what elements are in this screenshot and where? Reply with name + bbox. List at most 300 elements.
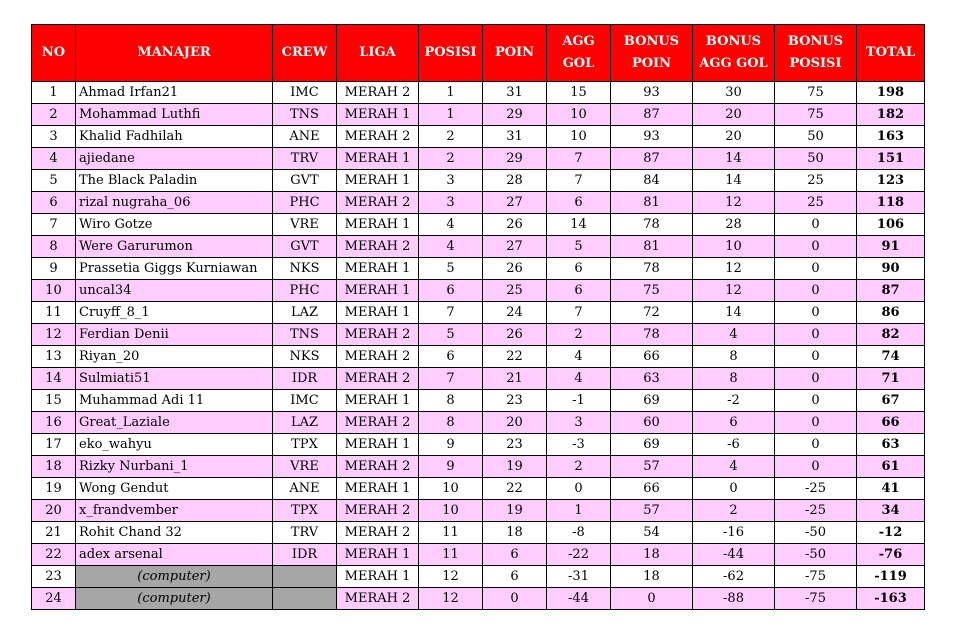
cell-liga: MERAH 1 [337,390,419,412]
cell-bonus-poin: 87 [611,148,693,170]
cell-agg-gol: -22 [547,544,611,566]
cell-posisi: 12 [419,566,483,588]
cell-posisi: 2 [419,126,483,148]
cell-total: 66 [857,412,925,434]
cell-total: 198 [857,82,925,104]
cell-bonus-posisi: 50 [775,126,857,148]
cell-bonus-agg-gol: 14 [693,170,775,192]
cell-poin: 6 [483,544,547,566]
cell-bonus-agg-gol: 6 [693,412,775,434]
cell-posisi: 1 [419,104,483,126]
cell-bonus-posisi: -75 [775,566,857,588]
cell-total: 87 [857,280,925,302]
cell-no: 12 [32,324,76,346]
cell-bonus-posisi: 0 [775,390,857,412]
cell-bonus-agg-gol: 20 [693,126,775,148]
cell-crew: TRV [273,522,337,544]
cell-liga: MERAH 2 [337,324,419,346]
cell-manajer: uncal34 [76,280,273,302]
cell-agg-gol: 2 [547,456,611,478]
cell-liga: MERAH 2 [337,346,419,368]
cell-bonus-posisi: -75 [775,588,857,610]
cell-manajer: Prassetia Giggs Kurniawan [76,258,273,280]
cell-posisi: 1 [419,82,483,104]
cell-bonus-poin: 18 [611,544,693,566]
cell-liga: MERAH 1 [337,566,419,588]
cell-posisi: 8 [419,412,483,434]
cell-bonus-agg-gol: -6 [693,434,775,456]
cell-no: 21 [32,522,76,544]
cell-posisi: 9 [419,434,483,456]
cell-no: 20 [32,500,76,522]
cell-poin: 31 [483,126,547,148]
cell-poin: 19 [483,500,547,522]
cell-bonus-agg-gol: 10 [693,236,775,258]
cell-no: 14 [32,368,76,390]
cell-posisi: 7 [419,302,483,324]
cell-no: 7 [32,214,76,236]
cell-crew: PHC [273,280,337,302]
table-row [32,588,925,610]
cell-no: 19 [32,478,76,500]
cell-poin: 23 [483,390,547,412]
cell-liga: MERAH 1 [337,302,419,324]
cell-agg-gol: 3 [547,412,611,434]
cell-bonus-poin: 18 [611,566,693,588]
cell-agg-gol: 6 [547,192,611,214]
cell-manajer: (computer) [76,588,273,610]
cell-bonus-agg-gol: 14 [693,302,775,324]
cell-agg-gol: 4 [547,368,611,390]
cell-bonus-poin: 78 [611,258,693,280]
cell-no: 24 [32,588,76,610]
cell-poin: 26 [483,214,547,236]
cell-crew: IMC [273,82,337,104]
cell-agg-gol: -3 [547,434,611,456]
cell-liga: MERAH 1 [337,214,419,236]
cell-poin: 29 [483,148,547,170]
cell-manajer: x_frandvember [76,500,273,522]
cell-no: 17 [32,434,76,456]
cell-bonus-poin: 57 [611,500,693,522]
cell-crew [273,588,337,610]
cell-liga: MERAH 1 [337,434,419,456]
table-row [32,390,925,412]
cell-posisi: 8 [419,390,483,412]
cell-crew: PHC [273,192,337,214]
table-row [32,566,925,588]
cell-bonus-poin: 93 [611,126,693,148]
standings-table [31,24,925,610]
cell-bonus-poin: 66 [611,346,693,368]
cell-liga: MERAH 2 [337,522,419,544]
cell-bonus-poin: 63 [611,368,693,390]
cell-bonus-poin: 81 [611,192,693,214]
cell-bonus-agg-gol: 28 [693,214,775,236]
cell-crew: GVT [273,170,337,192]
cell-bonus-poin: 93 [611,82,693,104]
table-row [32,500,925,522]
cell-posisi: 4 [419,236,483,258]
cell-manajer: Cruyff_8_1 [76,302,273,324]
header-posisi: POSISI [419,25,483,82]
cell-agg-gol: 6 [547,258,611,280]
cell-crew [273,566,337,588]
cell-liga: MERAH 1 [337,170,419,192]
cell-agg-gol: 7 [547,170,611,192]
cell-agg-gol: 5 [547,236,611,258]
cell-crew: TPX [273,434,337,456]
cell-poin: 18 [483,522,547,544]
cell-bonus-posisi: 0 [775,280,857,302]
cell-crew: TRV [273,148,337,170]
cell-manajer: Ahmad Irfan21 [76,82,273,104]
cell-liga: MERAH 2 [337,82,419,104]
cell-bonus-agg-gol: 12 [693,192,775,214]
cell-posisi: 10 [419,478,483,500]
header-total: TOTAL [857,25,925,82]
cell-agg-gol: 1 [547,500,611,522]
table-row [32,126,925,148]
cell-bonus-posisi: -50 [775,522,857,544]
table-row [32,478,925,500]
cell-crew: VRE [273,456,337,478]
cell-poin: 26 [483,258,547,280]
cell-total: 61 [857,456,925,478]
cell-total: 63 [857,434,925,456]
cell-total: 34 [857,500,925,522]
cell-poin: 20 [483,412,547,434]
cell-bonus-posisi: 0 [775,346,857,368]
cell-crew: VRE [273,214,337,236]
cell-bonus-posisi: 25 [775,192,857,214]
cell-liga: MERAH 1 [337,544,419,566]
cell-agg-gol: 4 [547,346,611,368]
table-row [32,324,925,346]
cell-bonus-agg-gol: 12 [693,258,775,280]
cell-bonus-posisi: 0 [775,368,857,390]
cell-total: 123 [857,170,925,192]
cell-crew: TPX [273,500,337,522]
cell-bonus-poin: 57 [611,456,693,478]
table-row [32,236,925,258]
cell-bonus-agg-gol: 4 [693,456,775,478]
cell-bonus-poin: 0 [611,588,693,610]
cell-total: 118 [857,192,925,214]
cell-manajer: ajiedane [76,148,273,170]
cell-posisi: 11 [419,544,483,566]
cell-crew: TNS [273,324,337,346]
cell-total: -163 [857,588,925,610]
cell-bonus-agg-gol: -88 [693,588,775,610]
cell-crew: IDR [273,368,337,390]
cell-crew: NKS [273,258,337,280]
header-crew: CREW [273,25,337,82]
cell-bonus-poin: 69 [611,390,693,412]
table-row [32,148,925,170]
header-manajer: MANAJER [76,25,273,82]
cell-bonus-posisi: 25 [775,170,857,192]
cell-no: 8 [32,236,76,258]
cell-liga: MERAH 1 [337,148,419,170]
cell-bonus-poin: 81 [611,236,693,258]
cell-crew: ANE [273,126,337,148]
table-row [32,214,925,236]
cell-bonus-posisi: 0 [775,258,857,280]
table-row [32,434,925,456]
cell-agg-gol: 14 [547,214,611,236]
cell-manajer: Wiro Gotze [76,214,273,236]
cell-bonus-posisi: 0 [775,434,857,456]
cell-no: 2 [32,104,76,126]
cell-bonus-posisi: 50 [775,148,857,170]
cell-agg-gol: 6 [547,280,611,302]
cell-bonus-posisi: 0 [775,214,857,236]
cell-bonus-poin: 78 [611,214,693,236]
header-bonus-agg-gol: BONUS AGG GOL [693,25,775,82]
cell-liga: MERAH 1 [337,258,419,280]
cell-total: 67 [857,390,925,412]
cell-poin: 24 [483,302,547,324]
header-row [32,25,925,82]
cell-liga: MERAH 2 [337,456,419,478]
cell-posisi: 10 [419,500,483,522]
cell-no: 6 [32,192,76,214]
cell-bonus-poin: 84 [611,170,693,192]
cell-posisi: 3 [419,170,483,192]
table-row [32,302,925,324]
table-row [32,280,925,302]
cell-poin: 22 [483,346,547,368]
cell-liga: MERAH 2 [337,368,419,390]
table-row [32,82,925,104]
cell-bonus-agg-gol: 8 [693,346,775,368]
cell-no: 15 [32,390,76,412]
cell-bonus-poin: 78 [611,324,693,346]
cell-bonus-poin: 87 [611,104,693,126]
cell-poin: 29 [483,104,547,126]
cell-crew: IMC [273,390,337,412]
cell-bonus-posisi: 0 [775,412,857,434]
cell-bonus-poin: 69 [611,434,693,456]
cell-manajer: Sulmiati51 [76,368,273,390]
cell-liga: MERAH 2 [337,412,419,434]
cell-liga: MERAH 2 [337,588,419,610]
cell-manajer: Great_Laziale [76,412,273,434]
cell-posisi: 12 [419,588,483,610]
cell-manajer: (computer) [76,566,273,588]
cell-no: 13 [32,346,76,368]
cell-posisi: 3 [419,192,483,214]
cell-manajer: Mohammad Luthfi [76,104,273,126]
cell-posisi: 5 [419,324,483,346]
cell-poin: 21 [483,368,547,390]
cell-manajer: Khalid Fadhilah [76,126,273,148]
cell-liga: MERAH 1 [337,104,419,126]
cell-posisi: 9 [419,456,483,478]
cell-no: 5 [32,170,76,192]
cell-crew: LAZ [273,302,337,324]
header-poin: POIN [483,25,547,82]
cell-bonus-posisi: -50 [775,544,857,566]
cell-agg-gol: -44 [547,588,611,610]
cell-no: 11 [32,302,76,324]
cell-poin: 19 [483,456,547,478]
cell-poin: 25 [483,280,547,302]
cell-bonus-poin: 66 [611,478,693,500]
cell-manajer: Riyan_20 [76,346,273,368]
cell-posisi: 4 [419,214,483,236]
header-liga: LIGA [337,25,419,82]
cell-agg-gol: -8 [547,522,611,544]
cell-bonus-agg-gol: 20 [693,104,775,126]
cell-manajer: Ferdian Denii [76,324,273,346]
cell-poin: 22 [483,478,547,500]
cell-bonus-agg-gol: -62 [693,566,775,588]
table-row [32,522,925,544]
cell-bonus-posisi: 75 [775,82,857,104]
cell-total: 106 [857,214,925,236]
cell-posisi: 6 [419,280,483,302]
table-row [32,412,925,434]
cell-agg-gol: 7 [547,302,611,324]
cell-manajer: Muhammad Adi 11 [76,390,273,412]
cell-no: 10 [32,280,76,302]
cell-total: 90 [857,258,925,280]
cell-bonus-poin: 72 [611,302,693,324]
cell-crew: TNS [273,104,337,126]
cell-bonus-posisi: 0 [775,324,857,346]
table-row [32,192,925,214]
table-row [32,544,925,566]
table-row [32,104,925,126]
cell-manajer: Rizky Nurbani_1 [76,456,273,478]
cell-crew: ANE [273,478,337,500]
cell-bonus-agg-gol: -44 [693,544,775,566]
cell-posisi: 11 [419,522,483,544]
cell-agg-gol: 10 [547,104,611,126]
table-body [32,82,925,610]
cell-no: 4 [32,148,76,170]
cell-bonus-agg-gol: 2 [693,500,775,522]
cell-no: 18 [32,456,76,478]
cell-total: -76 [857,544,925,566]
cell-manajer: eko_wahyu [76,434,273,456]
table-row [32,170,925,192]
cell-agg-gol: -31 [547,566,611,588]
cell-no: 16 [32,412,76,434]
cell-agg-gol: -1 [547,390,611,412]
cell-agg-gol: 7 [547,148,611,170]
cell-bonus-posisi: 0 [775,302,857,324]
cell-poin: 27 [483,236,547,258]
table-row [32,456,925,478]
cell-posisi: 6 [419,346,483,368]
table-row [32,258,925,280]
cell-manajer: The Black Paladin [76,170,273,192]
cell-bonus-agg-gol: 0 [693,478,775,500]
cell-total: 182 [857,104,925,126]
cell-agg-gol: 0 [547,478,611,500]
cell-crew: NKS [273,346,337,368]
cell-bonus-posisi: -25 [775,478,857,500]
cell-posisi: 7 [419,368,483,390]
cell-manajer: rizal nugraha_06 [76,192,273,214]
cell-poin: 27 [483,192,547,214]
cell-poin: 23 [483,434,547,456]
cell-posisi: 2 [419,148,483,170]
cell-bonus-agg-gol: -16 [693,522,775,544]
cell-bonus-agg-gol: 14 [693,148,775,170]
cell-crew: IDR [273,544,337,566]
cell-poin: 31 [483,82,547,104]
cell-bonus-posisi: -25 [775,500,857,522]
cell-bonus-agg-gol: 8 [693,368,775,390]
cell-bonus-poin: 60 [611,412,693,434]
cell-poin: 0 [483,588,547,610]
cell-bonus-posisi: 0 [775,456,857,478]
cell-total: 41 [857,478,925,500]
cell-manajer: Rohit Chand 32 [76,522,273,544]
cell-liga: MERAH 1 [337,478,419,500]
table-row [32,368,925,390]
cell-liga: MERAH 2 [337,500,419,522]
cell-poin: 6 [483,566,547,588]
cell-bonus-agg-gol: 30 [693,82,775,104]
cell-liga: MERAH 2 [337,192,419,214]
cell-total: 163 [857,126,925,148]
cell-bonus-agg-gol: 12 [693,280,775,302]
cell-no: 3 [32,126,76,148]
cell-total: 86 [857,302,925,324]
cell-no: 23 [32,566,76,588]
cell-agg-gol: 2 [547,324,611,346]
cell-bonus-posisi: 75 [775,104,857,126]
cell-poin: 26 [483,324,547,346]
cell-bonus-posisi: 0 [775,236,857,258]
cell-crew: GVT [273,236,337,258]
cell-bonus-agg-gol: -2 [693,390,775,412]
cell-posisi: 5 [419,258,483,280]
cell-bonus-agg-gol: 4 [693,324,775,346]
cell-total: 74 [857,346,925,368]
cell-total: -119 [857,566,925,588]
cell-total: 151 [857,148,925,170]
cell-bonus-poin: 75 [611,280,693,302]
cell-agg-gol: 15 [547,82,611,104]
cell-manajer: Wong Gendut [76,478,273,500]
cell-crew: LAZ [273,412,337,434]
cell-no: 22 [32,544,76,566]
cell-total: -12 [857,522,925,544]
cell-total: 91 [857,236,925,258]
cell-agg-gol: 10 [547,126,611,148]
table-row [32,346,925,368]
cell-liga: MERAH 1 [337,280,419,302]
cell-no: 1 [32,82,76,104]
header-no: NO [32,25,76,82]
cell-no: 9 [32,258,76,280]
cell-liga: MERAH 2 [337,126,419,148]
cell-total: 71 [857,368,925,390]
cell-manajer: adex arsenal [76,544,273,566]
cell-poin: 28 [483,170,547,192]
header-bonus-posisi: BONUS POSISI [775,25,857,82]
header-agg-gol: AGG GOL [547,25,611,82]
header-bonus-poin: BONUS POIN [611,25,693,82]
cell-bonus-poin: 54 [611,522,693,544]
cell-total: 82 [857,324,925,346]
